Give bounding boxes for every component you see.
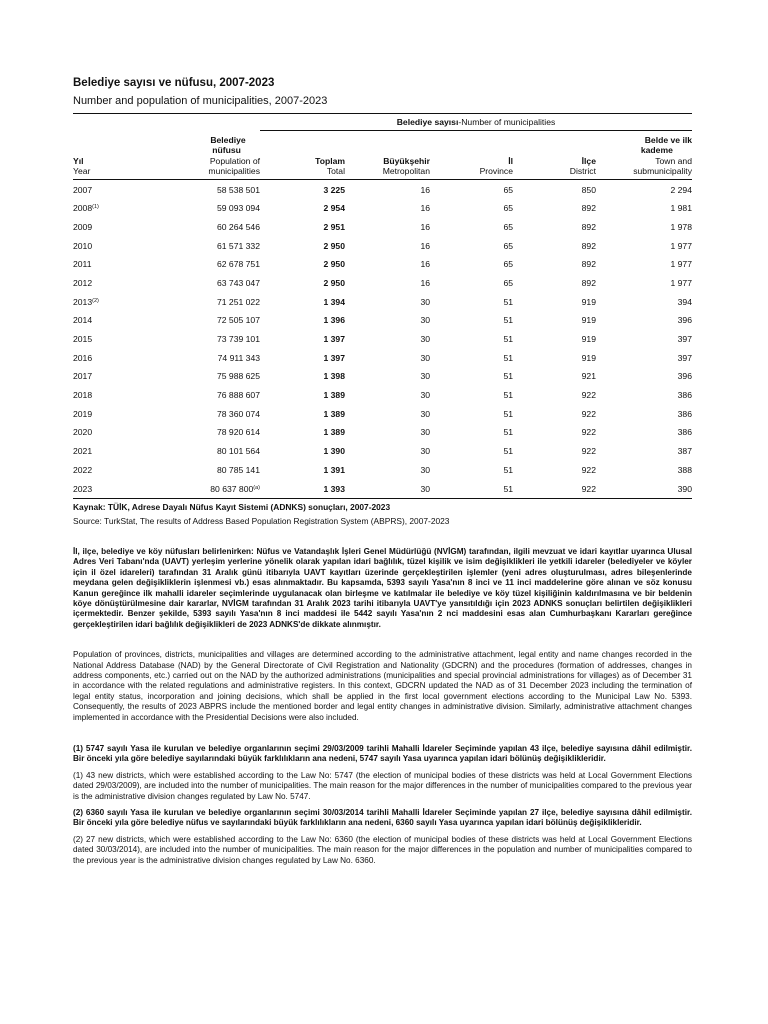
title-english: Number and population of municipalities, 2007-2023 <box>73 95 328 107</box>
table-row: 2010 61 571 332 2 950 16 65 892 1 977 <box>73 240 692 251</box>
col-town: Belde ve ilk kademe Town and submunicipality <box>596 131 692 180</box>
table-row: 2012 63 743 047 2 950 16 65 892 1 977 <box>73 277 692 288</box>
note-paragraph-turkish: İl, ilçe, belediye ve köy nüfusları belirlenirken: Nüfus ve Vatandaşlık İşleri Genel Müdürlüğü (NVİGM) tarafından, ilgili mevzuat ve idari kayıtlar uyarınca Ulusal Adres Veri Tabanı'nda (UAVT) yerleşim yerlerine yönelik olarak yapılan idari bağlılık, tüzel kişilik ve isim değişiklikleri ile yetkili idareler (belediyeler ve köyler için il özel idareleri) tarafından 31 Aralık günü itibarıyla UAVT kayıtları üzerinde gerçekleştirilen işlemler (yeni adres oluşturulması, adres bileşenlerinde meydana gelen değişikliklerin işlenmesi vb.) esas alınmaktadır. Bu kapsamda, 5393 sayılı Yasa'nın 8 inci ve 11 inci maddelerine göre alınan ve söz konusu Kanun gereğince ilk mahalli idareler seçimlerinde uygulanacak olan birleşme ve katılmalar ile belediye ve köy tüzel kişiliğinin kaldırılmasına ve bir beldenin köye dönüştürülmesine dair kararlar, NVİGM tarafından 31 Aralık 2023 tarihi itibarıyla UAVT'ye yansıtıldığı için 2023 ADNKS sonuçları belirtilen değişiklikleri içermektedir. Benzer şekilde, 5393 sayılı Yasa'nın 8 inci maddesi ile 5442 sayılı Yasa'nın 2 nci maddesini esas alan Cumhurbaşkanı Kararları gereğince gerçekleştirilen idari bağlılık değişiklikleri de 2023 ADNKS'de dikkate alınmıştır. <box>73 546 692 629</box>
table-row: 2011 62 678 751 2 950 16 65 892 1 977 <box>73 259 692 270</box>
table-row: 2022 80 785 141 1 391 30 51 922 388 <box>73 464 692 475</box>
table-row: 2009 60 264 546 2 951 16 65 892 1 978 <box>73 221 692 232</box>
col-total: Toplam Total <box>260 131 345 180</box>
document-page <box>73 76 692 866</box>
table-row: 2017 75 988 625 1 398 30 51 921 396 <box>73 371 692 382</box>
table-row: 2021 80 101 564 1 390 30 51 922 387 <box>73 446 692 457</box>
col-year: Yıl Year <box>73 131 125 180</box>
table-body <box>73 180 692 499</box>
col-population: Belediye nüfusu Population of municipalities <box>125 131 260 180</box>
table-row: 2008$^{(1)}$ 59 093 094 2 954 16 65 892 1 981 <box>73 203 692 214</box>
table-row: 2023 80 637 800$^{(a)}$ 1 393 30 51 922 390 <box>73 479 692 498</box>
group-header: Belediye sayısı-Number of municipalities <box>260 114 692 131</box>
table-row: 2014 72 505 107 1 396 30 51 919 396 <box>73 315 692 326</box>
table-row: 2020 78 920 614 1 389 30 51 922 386 <box>73 427 692 438</box>
table-row: 2016 74 911 343 1 397 30 51 919 397 <box>73 352 692 363</box>
footnote-1-english: (1) 43 new districts, which were established according to the Law No: 5747 (the election of municipal bodies of these districts was held at Local Government Elections dated 29/03/2009), are included into the number of municipalities. The main reason for the major differences in the number of municipalities compared to the previous year is the administrative division changes regulated by Law No. 5747. <box>73 770 692 801</box>
table-row: 2013$^{(2)}$ 71 251 022 1 394 30 51 919 394 <box>73 296 692 307</box>
footnote-2-english: (2) 27 new districts, which were established according to the Law No: 6360 (the election of municipal bodies of these districts was held at Local Government Elections dated 30/03/2014), are included into the number of municipalities. The main reason for the major differences in the population and number of municipalities compared to the previous year is the administrative division changes regulated by Law No. 6360. <box>73 834 692 865</box>
col-district: İlçe District <box>513 131 596 180</box>
source-english: Source: TurkStat, The results of Address Based Population Registration System (ABPRS), 2007-2023 <box>73 515 450 526</box>
footnote-1-turkish: (1) 5747 sayılı Yasa ile kurulan ve belediye organlarının seçimi 29/03/2009 tarihli Mahalli İdareler Seçiminde yapılan 43 ilçe, belediye sayısına dâhil edilmiştir. Bir önceki yıla göre belediye sayılarındaki büyük farklılıkların ana nedeni, 5747 sayılı Yasa uyarınca yapılan idari bölünüş değişiklikleridir. <box>73 743 692 764</box>
footnote-2-turkish: (2) 6360 sayılı Yasa ile kurulan ve belediye organlarının seçimi 30/03/2014 tarihli Mahalli İdareler Seçiminde yapılan 27 ilçe, belediye sayısına dâhil edilmiştir. Bir önceki yıla göre belediye nüfus ve sayılarındaki büyük farklılıkların ana nedeni, 6360 sayılı Yasa uyarınca yapılan idari bölünüş değişiklikleridir. <box>73 808 692 828</box>
table-row: 2015 73 739 101 1 397 30 51 919 397 <box>73 334 692 345</box>
note-paragraph-english: Population of provinces, districts, municipalities and villages are determined according to the administrative attachment, legal entity and name changes recorded in the National Address Database (NAD) by the General Directorate of Civil Registration and Nationality (GDCRN) and the procedures (formation of addresses, changes in address components, etc.) carried out on the NAD by the authorized administrations (municipalities and special provincial administrations for villages) as of December 31 in accordance with the related regulations and administrative registers. In this context, GDCRN updated the NAD as of 31 December 2023 including the termination of legal entity status, incorporation and joining decisions, which shall be applied in the first local government elections according to the Municipal Law No. 5393. Consequently, the results of 2023 ABPRS include the mentioned border and legal entity changes in administrative division. Similarly, administrative attachment changes implemented in accordance with the Presidential Decisions were also included. <box>73 650 692 722</box>
col-province: İl Province <box>430 131 513 180</box>
source-turkish: Kaynak: TÜİK, Adrese Dayalı Nüfus Kayıt Sistemi (ADNKS) sonuçları, 2007-2023 <box>73 501 391 512</box>
col-metropolitan: Büyükşehir Metropolitan <box>345 131 430 180</box>
table-row: 2018 76 888 607 1 389 30 51 922 386 <box>73 390 692 401</box>
table-row: 2019 78 360 074 1 389 30 51 922 386 <box>73 408 692 419</box>
title-turkish: Belediye sayısı ve nüfusu, 2007-2023 <box>73 77 275 89</box>
municipality-table <box>73 114 692 499</box>
table-row: 2007 58 538 501 3 225 16 65 850 2 294 <box>73 184 692 195</box>
